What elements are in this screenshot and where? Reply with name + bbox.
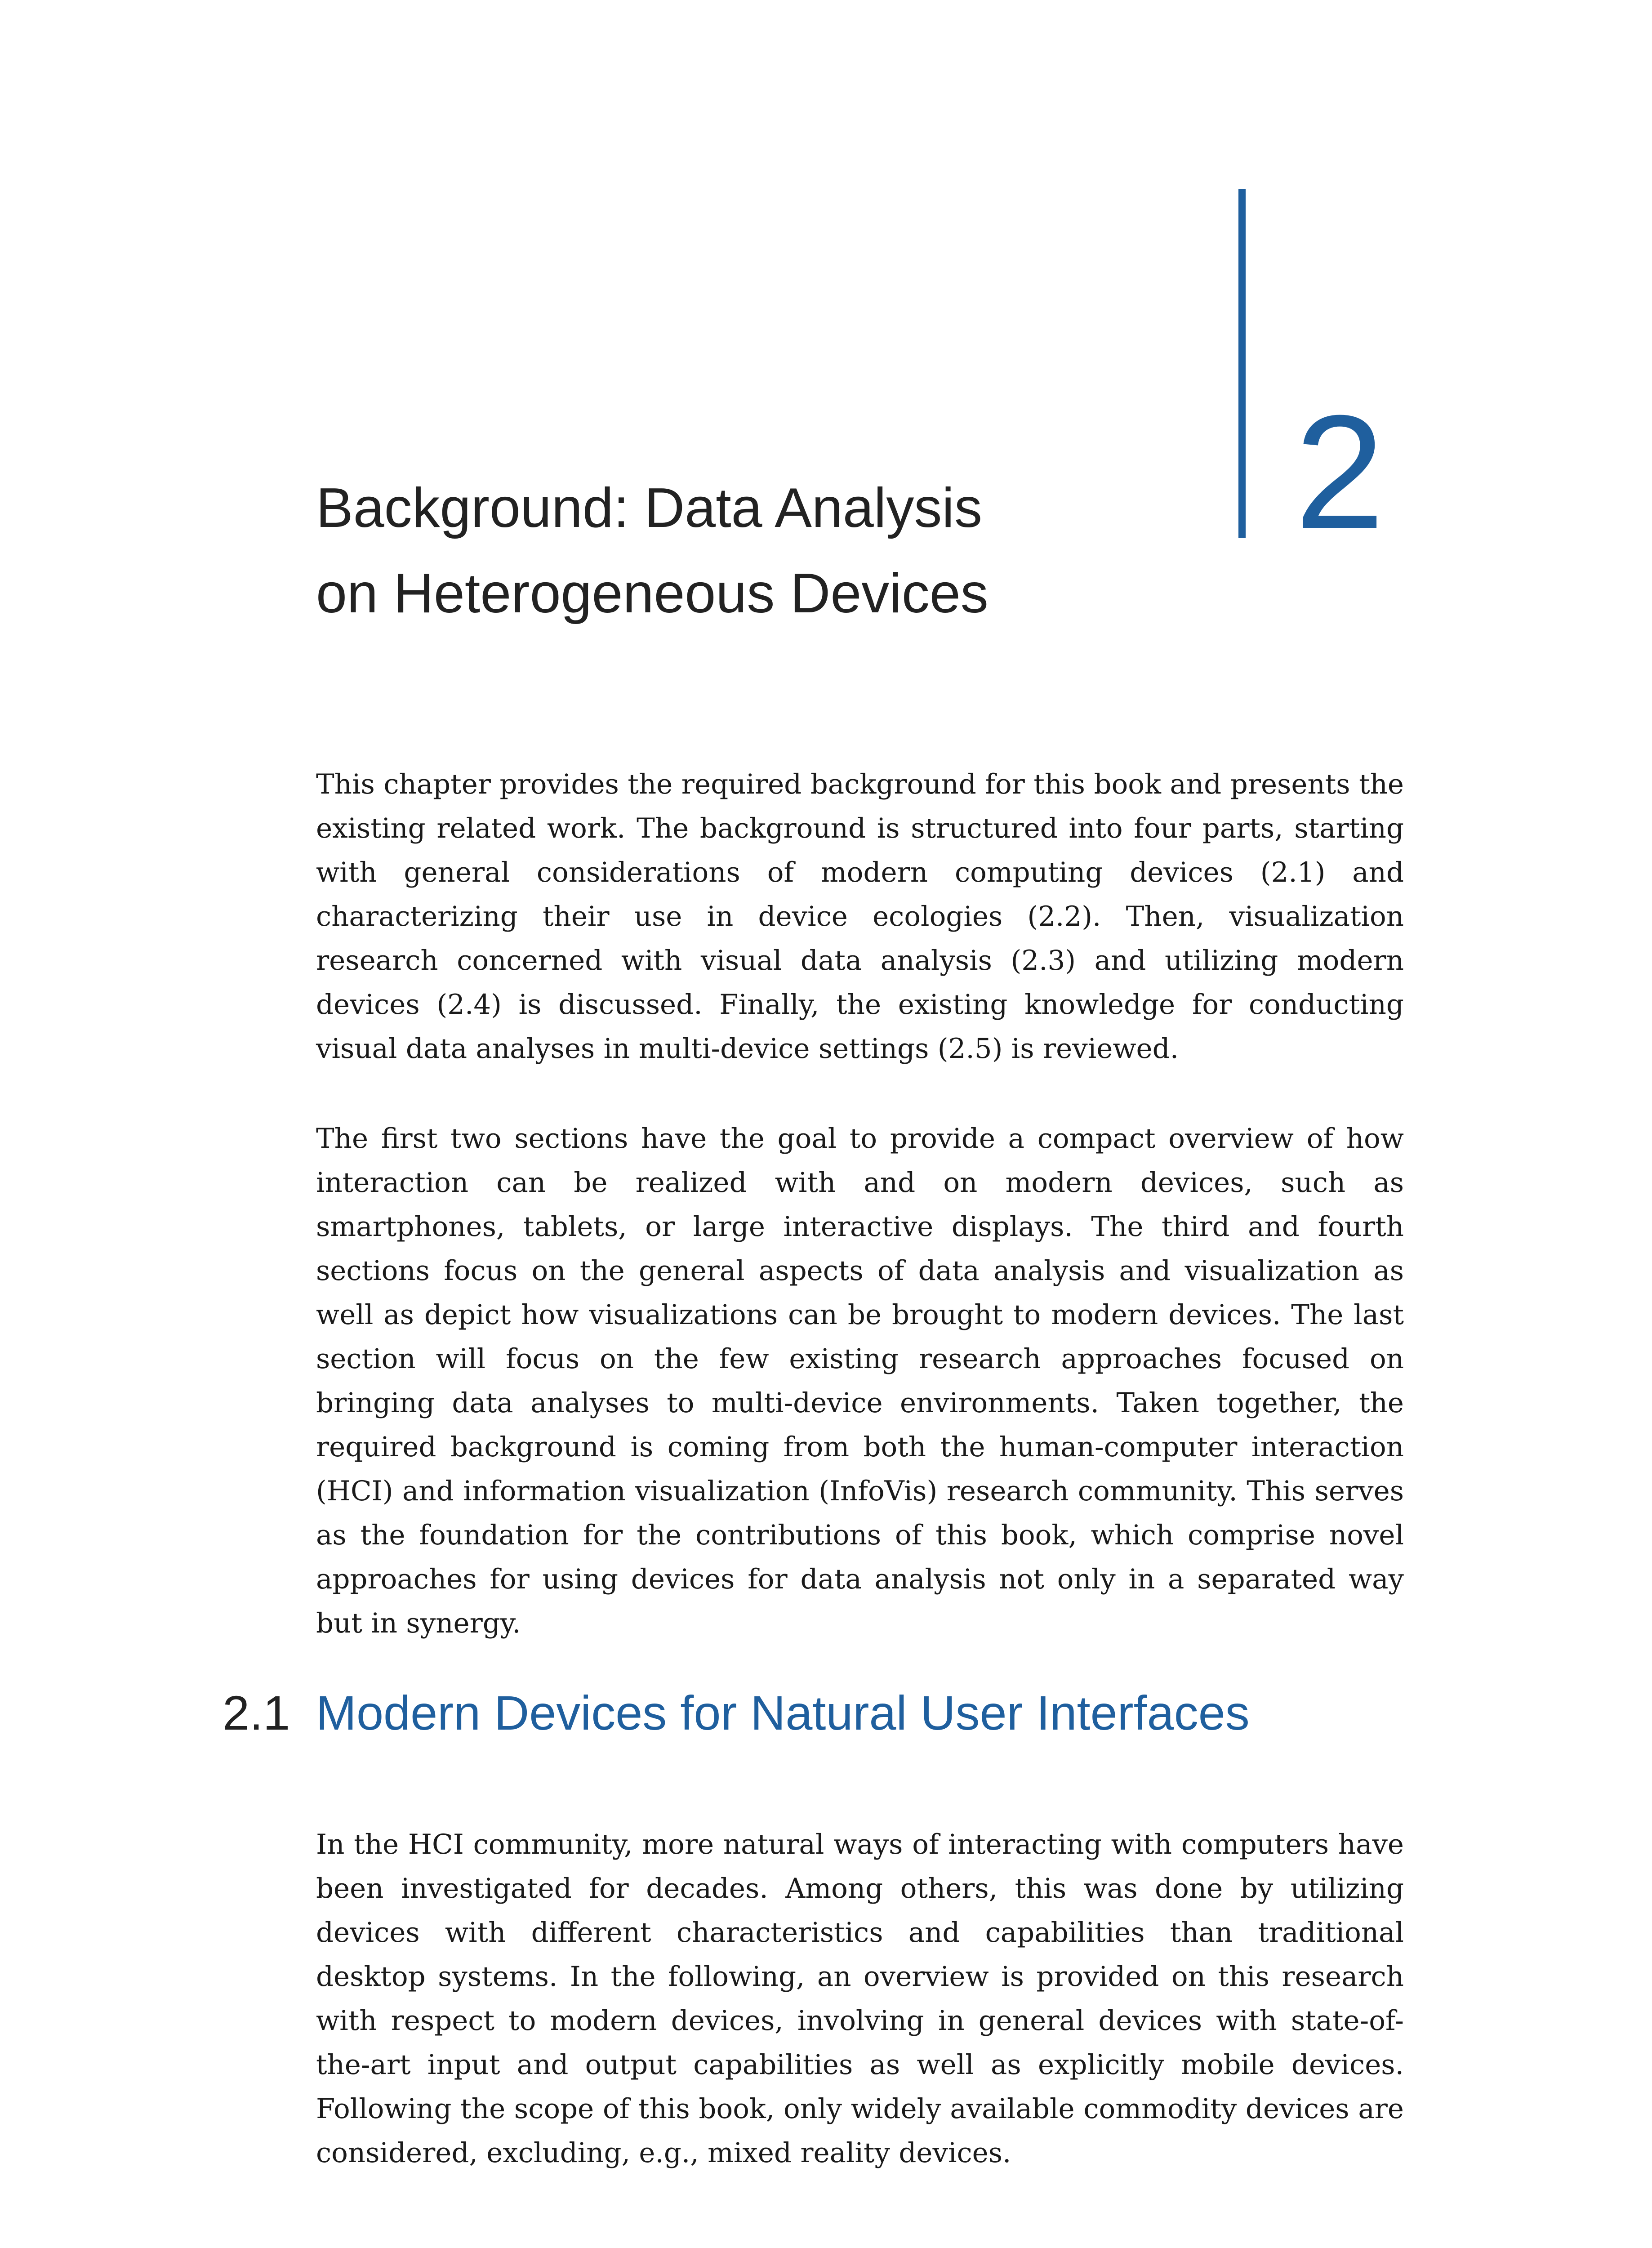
intro-paragraph-2: The first two sections have the goal to provide a compact overview of how interaction can be realized with and on modern devices, such as smartphones, tablets, or large interactive displays. The third and fourth sections focus on the general aspects of data analysis and visualization as well as depict how visualizations can be brought to modern devices. The last section will focus on the few existing research approaches focused on bringing data analyses to multi-device environments. Taken together, the required background is coming from both the human-computer interaction (HCI) and information visualization (InfoVis) research community. This serves as the foundation for the contributions of this book, which comprise novel approaches for using devices for data analysis not only in a separated way but in synergy. (316, 1123, 1404, 1639)
chapter-title-line-1: Background: Data Analysis (316, 477, 982, 539)
section-heading (223, 1684, 1250, 1742)
section-number: 2.1 (223, 1686, 290, 1740)
chapter-divider-rule (1238, 189, 1246, 538)
section-title: Modern Devices for Natural User Interfaces (316, 1686, 1250, 1740)
chapter-title-line-2: on Heterogeneous Devices (316, 562, 989, 624)
chapter-number: 2 (1295, 382, 1385, 562)
intro-paragraph-1: This chapter provides the required background for this book and presents the existing related work. The background is structured into four parts, starting with general considerations of modern computing devices (2.1) and characterizing their use in device ecologies (2.2). Then, visualization research concerned with visual data analysis (2.3) and utilizing modern devices (2.4) is discussed. Finally, the existing knowledge for conducting visual data analyses in multi-device settings (2.5) is reviewed. (316, 768, 1404, 1065)
section-paragraph: In the HCI community, more natural ways of interacting with computers have been investigated for decades. Among others, this was done by utilizing devices with different characteristics and capabilities than traditional desktop systems. In the following, an overview is provided on this research with respect to modern devices, involving in general devices with state-of-the-art input and output capabilities as well as explicitly mobile devices. Following the scope of this book, only widely available commodity devices are considered, excluding, e.g., mixed reality devices. (316, 1829, 1404, 2169)
chapter-title (316, 465, 1170, 636)
